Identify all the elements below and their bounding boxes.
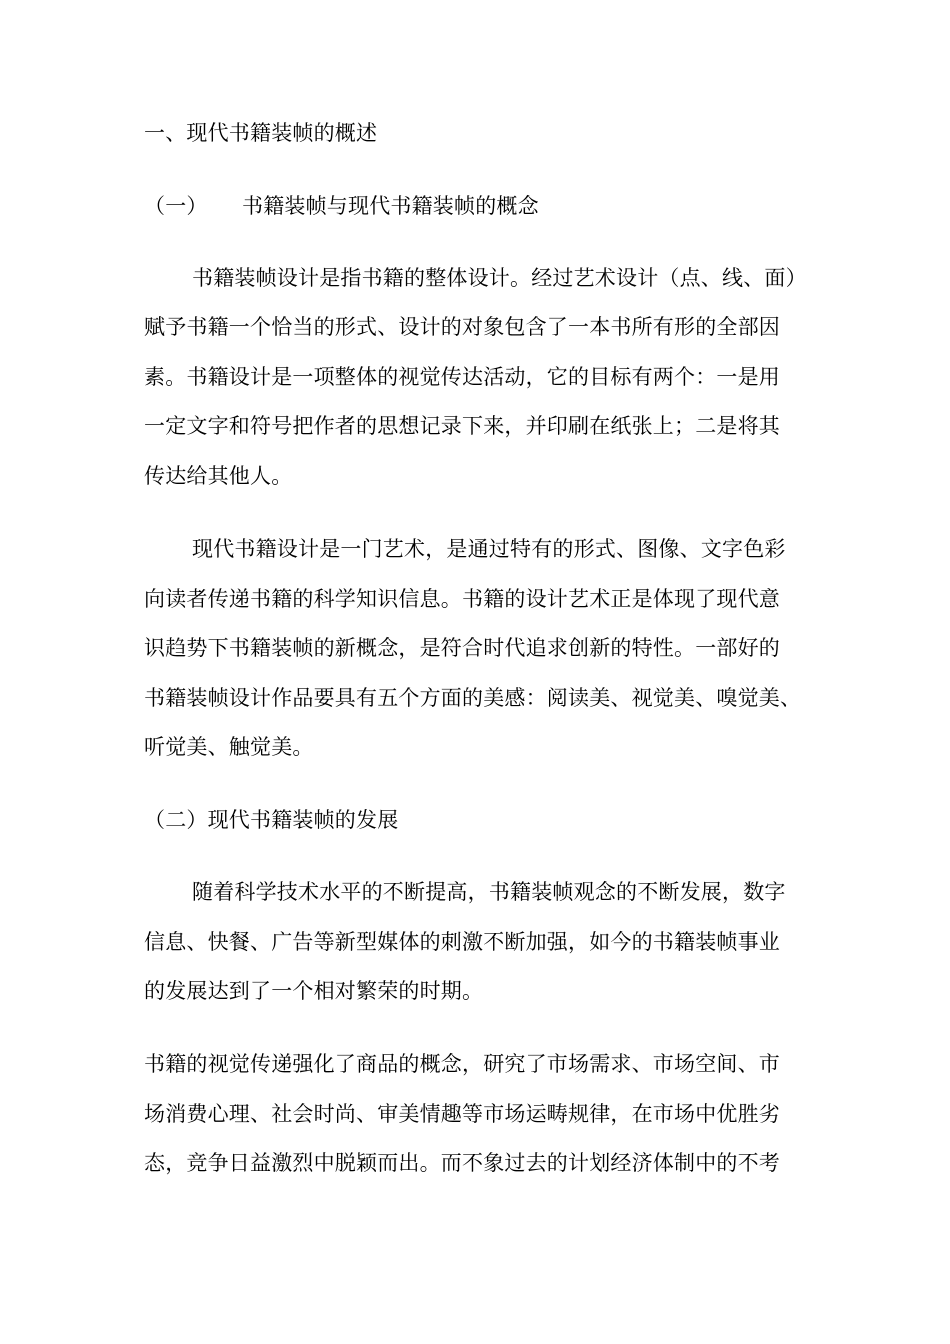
paragraph-line: 素。书籍设计是一项整体的视觉传达活动，它的目标有两个：一是用 xyxy=(144,365,780,389)
paragraph-line: 场消费心理、社会时尚、审美情趣等市场运畴规律，在市场中优胜劣 xyxy=(144,1102,780,1126)
paragraph-line: 态，竞争日益激烈中脱颖而出。而不象过去的计划经济体制中的不考 xyxy=(144,1151,780,1175)
main-heading: 一、现代书籍装帧的概述 xyxy=(144,121,378,145)
paragraph-line: 现代书籍设计是一门艺术，是通过特有的形式、图像、文字色彩 xyxy=(192,537,786,561)
paragraph-line: 向读者传递书籍的科学知识信息。书籍的设计艺术正是体现了现代意 xyxy=(144,587,780,611)
paragraph-line: 书籍装帧设计是指书籍的整体设计。经过艺术设计（点、线、面） xyxy=(192,266,807,290)
section-1-title: 书籍装帧与现代书籍装帧的概念 xyxy=(242,194,539,218)
paragraph-line: 识趋势下书籍装帧的新概念，是符合时代追求创新的特性。一部好的 xyxy=(144,636,780,660)
paragraph-line: 赋予书籍一个恰当的形式、设计的对象包含了一本书所有形的全部因 xyxy=(144,315,780,339)
paragraph-line: 信息、快餐、广告等新型媒体的刺激不断加强，如今的书籍装帧事业 xyxy=(144,930,780,954)
paragraph-line: 传达给其他人。 xyxy=(144,464,293,488)
paragraph-line: 一定文字和符号把作者的思想记录下来，并印刷在纸张上；二是将其 xyxy=(144,414,780,438)
section-2-title: （二）现代书籍装帧的发展 xyxy=(144,808,399,832)
section-1-label: （一） xyxy=(144,194,208,218)
paragraph-line: 书籍的视觉传递强化了商品的概念，研究了市场需求、市场空间、市 xyxy=(144,1052,780,1076)
paragraph-line: 书籍装帧设计作品要具有五个方面的美感：阅读美、视觉美、嗅觉美、 xyxy=(144,686,802,710)
paragraph-line: 随着科学技术水平的不断提高，书籍装帧观念的不断发展，数字 xyxy=(192,880,786,904)
paragraph-line: 的发展达到了一个相对繁荣的时期。 xyxy=(144,979,484,1003)
paragraph-line: 听觉美、触觉美。 xyxy=(144,735,314,759)
